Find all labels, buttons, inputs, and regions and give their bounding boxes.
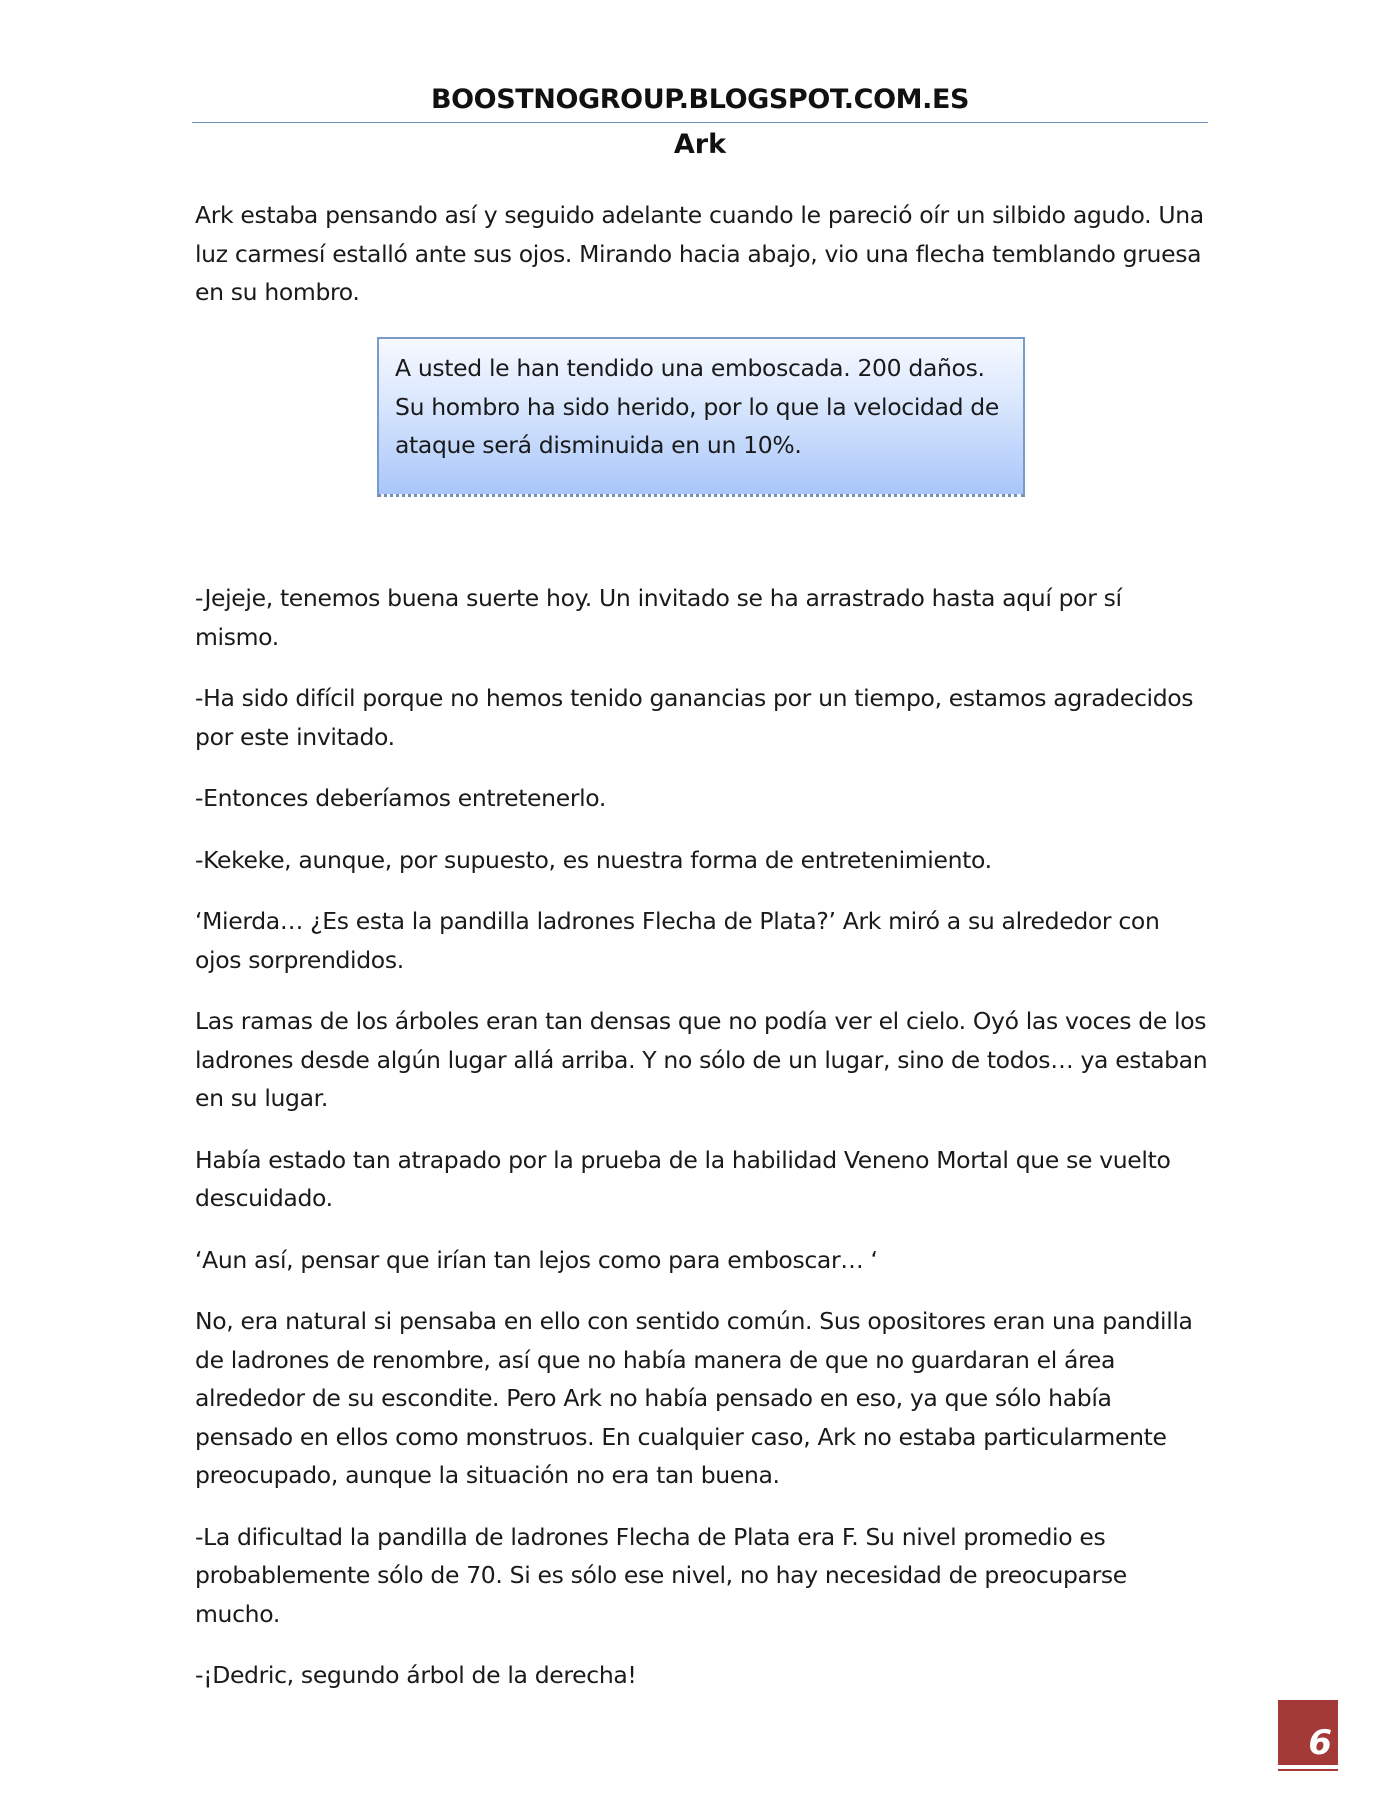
paragraph: -¡Dedric, segundo árbol de la derecha!	[195, 1661, 637, 1689]
intro-paragraph: Ark estaba pensando así y seguido adelante cuando le pareció oír un silbido agudo. Una luz carmesí estalló ante sus ojos. Mirando hacia abajo, vio una flecha temblando gruesa en su hombro.	[195, 201, 1204, 306]
paragraph: -Entonces deberíamos entretenerlo.	[195, 784, 607, 812]
site-title: BOOSTNOGROUP.BLOGSPOT.COM.ES	[430, 84, 970, 115]
paragraph: Había estado tan atrapado por la prueba de la habilidad Veneno Mortal que se vuelto descuidado.	[195, 1145, 1171, 1212]
paragraph: No, era natural si pensaba en ello con sentido común. Sus opositores eran una pandilla de ladrones de renombre, así que no había manera de que no guardaran el área alrededor de su escondite. Pero Ark no había pensado en eso, ya que sólo había pensado en ellos como monstruos. En cualquier caso, Ark no estaba particularmente preocupado, aunque la situación no era tan buena.	[195, 1307, 1193, 1489]
page-number-underline	[1278, 1769, 1338, 1771]
page-number: 6	[1308, 1723, 1332, 1763]
page-header	[192, 82, 1208, 163]
paragraph: -Kekeke, aunque, por supuesto, es nuestra forma de entretenimiento.	[195, 845, 992, 874]
paragraph: -La dificultad la pandilla de ladrones Flecha de Plata era F. Su nivel promedio es probablemente sólo de 70. Si es sólo ese nivel, no hay necesidad de preocuparse mucho.	[195, 1522, 1127, 1628]
system-notice-text: A usted le han tendido una emboscada. 200 daños. Su hombro ha sido herido, por lo que la velocidad de ataque será disminuida en un 10%.	[395, 354, 999, 459]
paragraph: -Ha sido difícil porque no hemos tenido ganancias por un tiempo, estamos agradecidos por este invitado.	[195, 684, 1194, 751]
header-divider	[192, 122, 1208, 123]
paragraph: -Jejeje, tenemos buena suerte hoy. Un invitado se ha arrastrado hasta aquí por sí mismo.	[195, 584, 1122, 651]
paragraph: ‘Aun así, pensar que irían tan lejos como para emboscar… ‘	[195, 1245, 878, 1274]
chapter-title: Ark	[673, 129, 727, 160]
intro-section	[195, 196, 1210, 312]
system-notice-box	[377, 337, 1025, 497]
paragraph: Las ramas de los árboles eran tan densas que no podía ver el cielo. Oyó las voces de los ladrones desde algún lugar allá arriba. Y no sólo de un lugar, sino de todos… ya estaban en su lugar.	[195, 1007, 1208, 1112]
page-number-badge	[1278, 1700, 1338, 1768]
story-body	[195, 579, 1210, 1718]
paragraph: ‘Mierda… ¿Es esta la pandilla ladrones Flecha de Plata?’ Ark miró a su alrededor con ojos sorprendidos.	[195, 907, 1160, 974]
